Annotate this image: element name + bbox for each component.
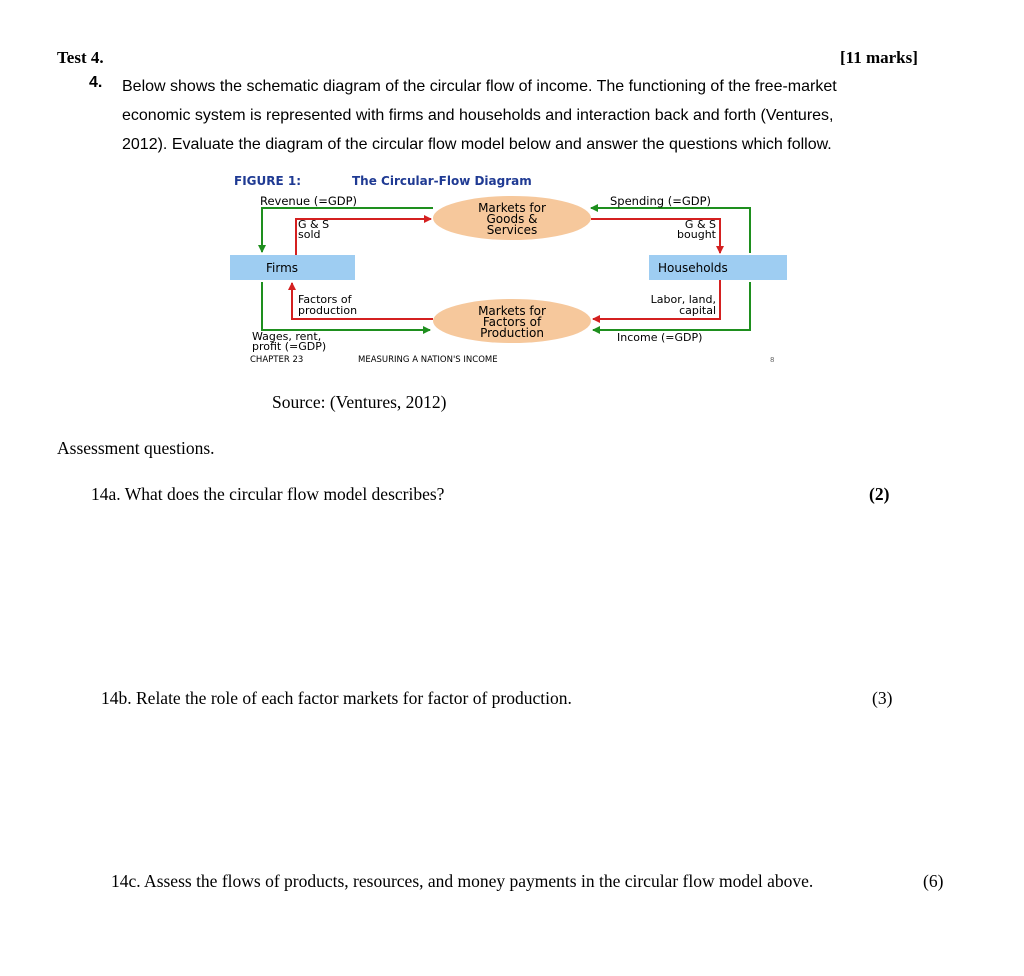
- question-14a-marks: (2): [869, 484, 890, 504]
- goods-market-line: Goods &: [486, 212, 538, 226]
- income-label: Income (=GDP): [617, 331, 703, 344]
- goods-market-line: Services: [486, 223, 538, 237]
- gs-sold-label: G & S: [298, 218, 330, 231]
- factor-market-line: Factors of: [482, 315, 542, 329]
- spending-label: Spending (=GDP): [610, 194, 712, 208]
- revenue-label: Revenue (=GDP): [260, 194, 358, 208]
- figure-label: FIGURE 1:: [234, 174, 302, 188]
- question-14b: 14b. Relate the role of each factor markets for factor of production.: [101, 688, 572, 708]
- figure-title: The Circular-Flow Diagram: [352, 174, 532, 188]
- labor-label: capital: [679, 304, 716, 317]
- page-number: 8: [770, 356, 775, 364]
- question-14c-marks: (6): [923, 871, 944, 891]
- assessment-heading: Assessment questions.: [57, 438, 215, 458]
- question-14b-marks: (3): [872, 688, 893, 708]
- intro-line: 2012). Evaluate the diagram of the circular flow model below and answer the questions which follow.: [122, 136, 832, 153]
- wages-label: Wages, rent,: [252, 330, 322, 343]
- question-number: 4.: [89, 74, 103, 91]
- income-flow-arrow: [593, 282, 750, 330]
- gs-bought-label: G & S: [684, 218, 716, 231]
- factors-label: production: [298, 304, 358, 317]
- figure-source: Source: (Ventures, 2012): [272, 392, 447, 412]
- chapter-number: CHAPTER 23: [250, 355, 304, 365]
- wages-label: profit (=GDP): [252, 340, 327, 353]
- intro-line: Below shows the schematic diagram of the circular flow of income. The functioning of the free-market: [122, 78, 837, 95]
- question-intro: [122, 72, 982, 159]
- factors-label: Factors of: [298, 293, 352, 306]
- gs-sold-label: sold: [298, 228, 321, 241]
- revenue-flow-arrow: [262, 208, 433, 252]
- labor-label: Labor, land,: [650, 293, 716, 306]
- circular-flow-diagram: [222, 168, 792, 368]
- households-label: Households: [658, 261, 728, 275]
- firms-label: Firms: [266, 261, 299, 275]
- gs-bought-label: bought: [677, 228, 716, 241]
- question-14c: 14c. Assess the flows of products, resources, and money payments in the circular flow model above.: [111, 871, 814, 891]
- intro-line: economic system is represented with firms and households and interaction back and forth (Ventures,: [122, 107, 834, 124]
- test-title: Test 4.: [57, 48, 104, 67]
- goods-market-line: Markets for: [478, 201, 546, 215]
- total-marks: [11 marks]: [840, 48, 918, 67]
- factor-market-line: Markets for: [478, 304, 546, 318]
- question-14a: 14a. What does the circular flow model describes?: [91, 484, 445, 504]
- factor-market-line: Production: [480, 326, 544, 340]
- spending-flow-arrow: [591, 208, 750, 253]
- chapter-title: MEASURING A NATION'S INCOME: [358, 355, 498, 365]
